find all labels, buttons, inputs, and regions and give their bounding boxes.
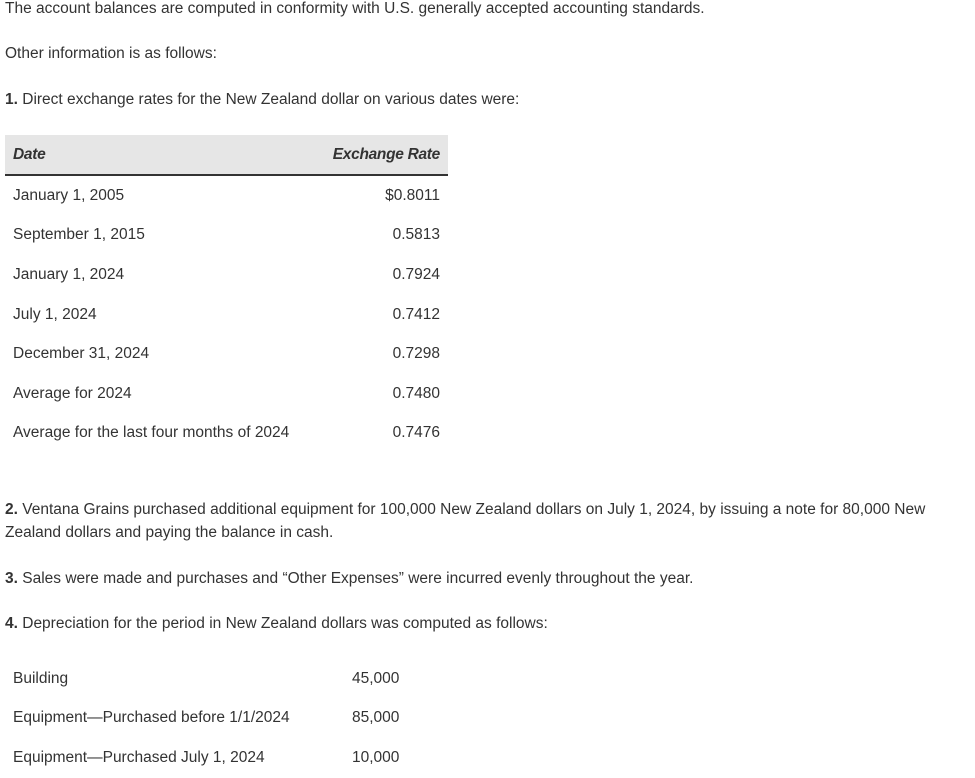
item-3-text: Sales were made and purchases and “Other Expenses” were incurred evenly throughout the year. <box>17 570 694 587</box>
table-row <box>5 334 448 374</box>
depreciation-table <box>5 659 407 778</box>
intro-text: The account balances are computed in conformity with U.S. generally accepted accounting standards. <box>5 0 705 17</box>
table-row <box>5 216 448 256</box>
rate-cell: 0.7412 <box>392 305 440 323</box>
item-1-number: 1. <box>5 91 18 108</box>
table-row <box>5 175 448 216</box>
table-row <box>5 414 448 454</box>
depreciation-value-cell: 10,000 <box>352 748 400 766</box>
date-column-header: Date <box>5 135 317 175</box>
depreciation-label-cell: Equipment—Purchased before 1/1/2024 <box>13 709 290 727</box>
table-row <box>5 699 407 739</box>
depreciation-label-cell: Equipment—Purchased July 1, 2024 <box>13 748 265 766</box>
table-row <box>5 374 448 414</box>
date-cell: Average for 2024 <box>13 384 132 402</box>
depreciation-value-cell: 85,000 <box>352 709 400 727</box>
item-2-number: 2. <box>5 501 18 518</box>
item-3-paragraph <box>5 567 693 590</box>
item-4-text: Depreciation for the period in New Zealand dollars was computed as follows: <box>17 615 548 632</box>
item-4-paragraph <box>5 612 548 635</box>
date-cell: September 1, 2015 <box>13 226 145 244</box>
table-row <box>5 295 448 335</box>
date-cell: July 1, 2024 <box>13 305 97 323</box>
rate-cell: 0.7924 <box>392 265 440 283</box>
date-cell: December 31, 2024 <box>13 345 150 363</box>
exchange-rate-column-header: Exchange Rate <box>317 135 448 175</box>
date-cell: Average for the last four months of 2024 <box>13 424 290 442</box>
item-3-number: 3. <box>5 570 18 587</box>
rate-cell: 0.7476 <box>392 424 440 442</box>
table-row <box>5 659 407 699</box>
item-2-paragraph <box>5 498 970 544</box>
exchange-rate-table <box>5 135 448 453</box>
rate-cell: 0.5813 <box>392 226 440 244</box>
item-1-paragraph <box>5 88 519 111</box>
date-cell: January 1, 2024 <box>13 265 125 283</box>
rate-cell: $0.8011 <box>385 186 440 204</box>
date-cell: January 1, 2005 <box>13 186 125 204</box>
rate-cell: 0.7298 <box>392 345 440 363</box>
depreciation-label-cell: Building <box>13 669 69 687</box>
other-info-text: Other information is as follows: <box>5 45 217 62</box>
depreciation-value-cell: 45,000 <box>352 669 400 687</box>
rate-cell: 0.7480 <box>392 384 440 402</box>
item-4-number: 4. <box>5 615 18 632</box>
item-2-text: Ventana Grains purchased additional equipment for 100,000 New Zealand dollars on July 1, 2024, by issuing a note for 80,000 New Zealand dollars and paying the balance in cash. <box>5 501 926 541</box>
table-row <box>5 255 448 295</box>
item-1-text: Direct exchange rates for the New Zealand dollar on various dates were: <box>17 91 520 108</box>
exchange-rate-header-row <box>5 135 448 175</box>
